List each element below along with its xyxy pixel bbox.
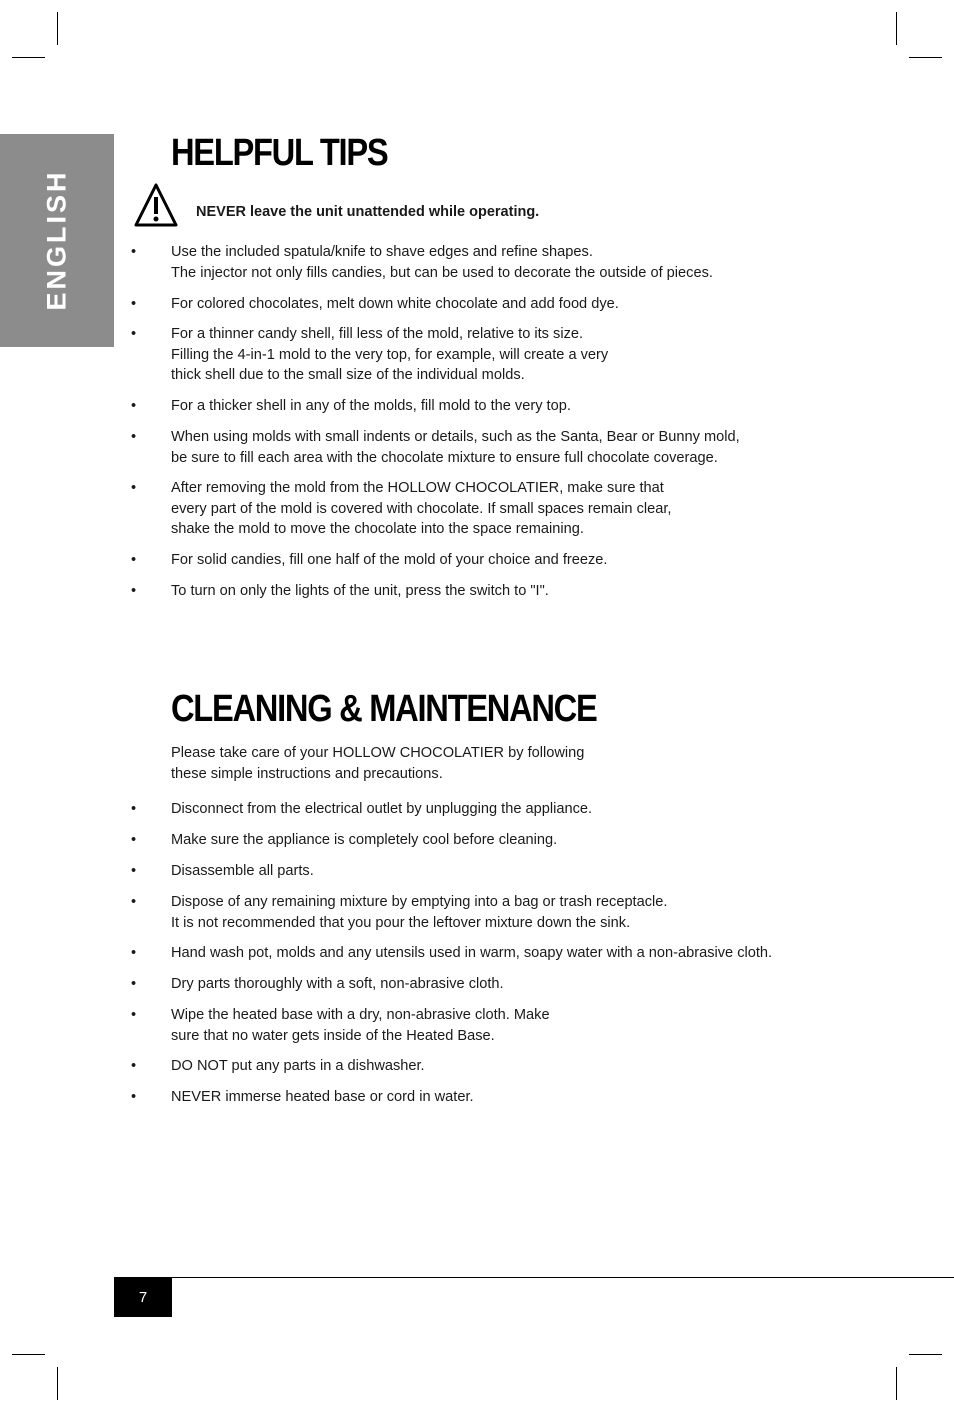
bullet-point: • xyxy=(131,296,137,312)
footer-rule xyxy=(114,1277,954,1278)
crop-mark xyxy=(896,1367,897,1400)
warning-triangle-icon xyxy=(134,182,178,228)
crop-mark xyxy=(57,12,58,45)
list-item-text: For solid candies, fill one half of the mold of your choice and freeze. xyxy=(171,552,608,568)
list-item-text: NEVER immerse heated base or cord in water. xyxy=(171,1089,474,1105)
list-item-text: After removing the mold from the HOLLOW CHOCOLATIER, make sure that every part of the mold is covered with chocolate. If small spaces remain clear, shake the mold to move the chocolate into the space remaining. xyxy=(171,480,672,538)
list-item-text: Hand wash pot, molds and any utensils used in warm, soapy water with a non-abrasive cloth. xyxy=(171,945,773,961)
bullet-point: • xyxy=(131,832,137,848)
list-item-text: For a thinner candy shell, fill less of the mold, relative to its size. Filling the 4-in-1 mold to the very top, for example, will create a very thick shell due to the small size of the individual molds. xyxy=(171,326,609,384)
crop-mark xyxy=(12,57,45,58)
bullet-point: • xyxy=(131,244,137,260)
list-item-text: Disassemble all parts. xyxy=(171,863,314,879)
language-tab xyxy=(0,134,114,347)
page-number: 7 xyxy=(114,1278,172,1317)
bullet-point: • xyxy=(131,945,137,961)
list-item-text: Disconnect from the electrical outlet by unplugging the appliance. xyxy=(171,801,593,817)
bullet-point: • xyxy=(131,429,137,445)
bullet-point: • xyxy=(131,976,137,992)
crop-mark xyxy=(909,1354,942,1355)
list-item-text: DO NOT put any parts in a dishwasher. xyxy=(171,1058,425,1074)
crop-mark xyxy=(57,1367,58,1400)
list-item-text: Make sure the appliance is completely cool before cleaning. xyxy=(171,832,558,848)
list-item-text: To turn on only the lights of the unit, press the switch to "I". xyxy=(171,583,549,599)
bullet-point: • xyxy=(131,398,137,414)
list-item-text: Use the included spatula/knife to shave edges and refine shapes. The injector not only fills candies, but can be used to decorate the outside of pieces. xyxy=(171,244,713,281)
language-tab-label: ENGLISH xyxy=(41,169,72,311)
list-item-text: Wipe the heated base with a dry, non-abrasive cloth. Make sure that no water gets inside of the Heated Base. xyxy=(171,1007,550,1044)
bullet-point: • xyxy=(131,552,137,568)
bullet-point: • xyxy=(131,480,137,496)
cleaning-intro-text: Please take care of your HOLLOW CHOCOLATIER by following these simple instructions and precautions. xyxy=(171,745,585,782)
list-item-text: When using molds with small indents or details, such as the Santa, Bear or Bunny mold, be sure to fill each area with the chocolate mixture to ensure full chocolate coverage. xyxy=(171,429,740,466)
list-item-text: Dry parts thoroughly with a soft, non-abrasive cloth. xyxy=(171,976,504,992)
bullet-point: • xyxy=(131,801,137,817)
crop-mark xyxy=(909,57,942,58)
bullet-point: • xyxy=(131,1007,137,1023)
crop-mark xyxy=(896,12,897,45)
helpful-tips-title: HELPFUL TIPS xyxy=(171,132,388,174)
warning-text: NEVER leave the unit unattended while operating. xyxy=(196,204,540,220)
list-item-text: For a thicker shell in any of the molds, fill mold to the very top. xyxy=(171,398,571,414)
bullet-point: • xyxy=(131,863,137,879)
bullet-point: • xyxy=(131,1058,137,1074)
cleaning-title: CLEANING & MAINTENANCE xyxy=(171,688,597,730)
cleaning-intro xyxy=(171,743,584,784)
list-item-text: For colored chocolates, melt down white chocolate and add food dye. xyxy=(171,296,619,312)
bullet-point: • xyxy=(131,583,137,599)
list-item-text: Dispose of any remaining mixture by emptying into a bag or trash receptacle. It is not recommended that you pour the leftover mixture down the sink. xyxy=(171,894,668,931)
crop-mark xyxy=(12,1354,45,1355)
bullet-point: • xyxy=(131,326,137,342)
bullet-point: • xyxy=(131,1089,137,1105)
bullet-point: • xyxy=(131,894,137,910)
